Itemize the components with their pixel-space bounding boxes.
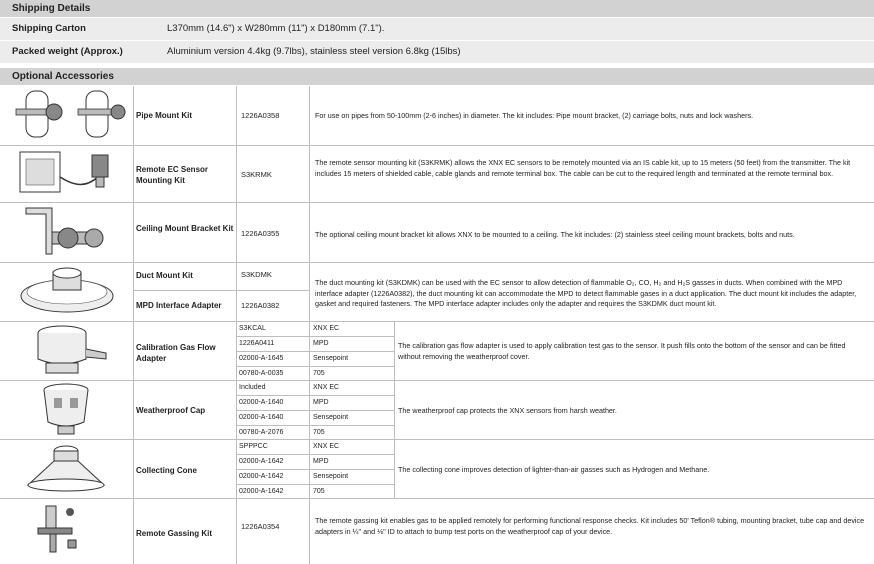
weatherproof-code-4: 00780-A-2076 (239, 429, 284, 436)
weatherproof-type-2: MPD (313, 399, 329, 406)
cone-type-4: 705 (313, 488, 325, 495)
packed-weight-label: Packed weight (Approx.) (12, 46, 123, 57)
shipping-carton-row (0, 18, 874, 40)
collecting-cone-image (6, 441, 128, 497)
calibration-adapter-image (6, 323, 128, 379)
mpd-interface-adapter-code: 1226A0382 (241, 301, 280, 310)
calibration-adapter-desc: The calibration gas flow adapter is used to apply calibration test gas to the sensor. It push fills onto the bottom of the sensor and can be fitted without removing the weatherproof cover. (398, 341, 846, 361)
remote-gassing-kit-desc: The remote gassing kit enables gas to be applied remotely for performing functional response checks. Kit includes 50' Teflon® tubing, mounting bracket, tube cap and device adapters in ¼" and ⅛" ID to attach to bump test ports on the weatherproof cap of your device. (315, 516, 865, 536)
cone-type-2: MPD (313, 458, 329, 465)
remote-gassing-kit-name: Remote Gassing Kit (136, 529, 213, 538)
weatherproof-cap-image (6, 382, 128, 438)
calibration-code-1: S3KCAL (239, 325, 266, 332)
mpd-interface-adapter-name: MPD Interface Adapter (136, 301, 222, 310)
calibration-code-4: 00780-A-0035 (239, 370, 284, 377)
weatherproof-cap-desc: The weatherproof cap protects the XNX sensors from harsh weather. (398, 406, 617, 415)
packed-weight-row (0, 41, 874, 63)
packed-weight-value: Aluminium version 4.4kg (9.7lbs), stainless steel version 6.8kg (15lbs) (167, 46, 461, 57)
shipping-section-title: Shipping Details (0, 0, 874, 17)
remote-gassing-kit-code: 1226A0354 (241, 522, 280, 531)
shipping-carton-label: Shipping Carton (12, 23, 86, 34)
weatherproof-cap-name: Weatherproof Cap (136, 406, 206, 415)
cone-code-3: 02000-A-1642 (239, 473, 284, 480)
weatherproof-code-2: 02000-A-1640 (239, 399, 284, 406)
ceiling-mount-kit-desc: The optional ceiling mount bracket kit allows XNX to be mounted to a ceiling. The kit includes: (2) stainless steel ceiling mount brackets, bolts and nuts. (315, 230, 795, 239)
calibration-type-4: 705 (313, 370, 325, 377)
duct-mount-kit-image (6, 264, 128, 320)
pipe-mount-kit-code: 1226A0358 (241, 111, 280, 120)
cone-code-1: SPPPCC (239, 443, 268, 450)
ceiling-mount-kit-code: 1226A0355 (241, 229, 280, 238)
calibration-type-3: Sensepoint (313, 355, 349, 362)
calibration-code-2: 1226A0411 (239, 340, 275, 347)
calibration-code-3: 02000-A-1645 (239, 355, 284, 362)
pipe-mount-kit-name: Pipe Mount Kit (136, 111, 192, 120)
calibration-adapter-name: Calibration Gas Flow Adapter (136, 343, 216, 363)
remote-ec-kit-desc: The remote sensor mounting kit (S3KRMK) allows the XNX EC sensors to be remotely mounted via an IS cable kit, up to 15 meters (50 feet) from the transmitter. The kit includes 15 meters of shielded cable, cable glands and remote terminal box. The cable can be cut to the required length and terminated at the remote terminal box. (315, 158, 851, 178)
duct-mount-kit-name: Duct Mount Kit (136, 271, 193, 280)
ceiling-mount-kit-name: Ceiling Mount Bracket Kit (136, 224, 234, 233)
remote-gassing-kit-image (6, 500, 128, 562)
remote-ec-kit-image (6, 147, 128, 201)
cone-code-2: 02000-A-1642 (239, 458, 284, 465)
collecting-cone-desc: The collecting cone improves detection of lighter-than-air gasses such as Hydrogen and Methane. (398, 465, 710, 474)
collecting-cone-name: Collecting Cone (136, 466, 197, 475)
shipping-carton-value: L370mm (14.6") x W280mm (11") x D180mm (7.1"). (167, 23, 385, 34)
weatherproof-code-1: Included (239, 384, 266, 391)
weatherproof-type-1: XNX EC (313, 384, 340, 391)
ceiling-mount-kit-image (6, 204, 128, 260)
weatherproof-type-3: Sensepoint (313, 414, 349, 421)
remote-ec-kit-code: S3KRMK (241, 170, 272, 179)
accessories-section-title: Optional Accessories (0, 68, 874, 85)
cone-type-1: XNX EC (313, 443, 340, 450)
cone-type-3: Sensepoint (313, 473, 349, 480)
duct-mount-kit-desc: The duct mounting kit (S3KDMK) can be used with the EC sensor to allow detection of flammable O₂, CO, H₂ and H₂S gasses in ducts. When combined with the MPD interface adapter (1226A0382), the duct mounting kit can accommodate the MPD to detect flammable gases in a duct application. The duct mount kit includes the adapter, gasket and required fasteners. The MPD interface adapter includes only the adapter and requires the S3KDMK duct mount kit. (315, 278, 857, 308)
weatherproof-code-3: 02000-A-1640 (239, 414, 284, 421)
calibration-type-2: MPD (313, 340, 329, 347)
duct-mount-kit-code: S3KDMK (241, 270, 272, 279)
weatherproof-type-4: 705 (313, 429, 325, 436)
cone-code-4: 02000-A-1642 (239, 488, 284, 495)
pipe-mount-kit-image (6, 87, 128, 143)
pipe-mount-kit-desc: For use on pipes from 50-100mm (2-6 inches) in diameter. The kit includes: Pipe mount bracket, (2) carriage bolts, nuts and lock washers. (315, 111, 754, 120)
calibration-type-1: XNX EC (313, 325, 340, 332)
remote-ec-kit-name: Remote EC Sensor Mounting Kit (136, 165, 209, 185)
